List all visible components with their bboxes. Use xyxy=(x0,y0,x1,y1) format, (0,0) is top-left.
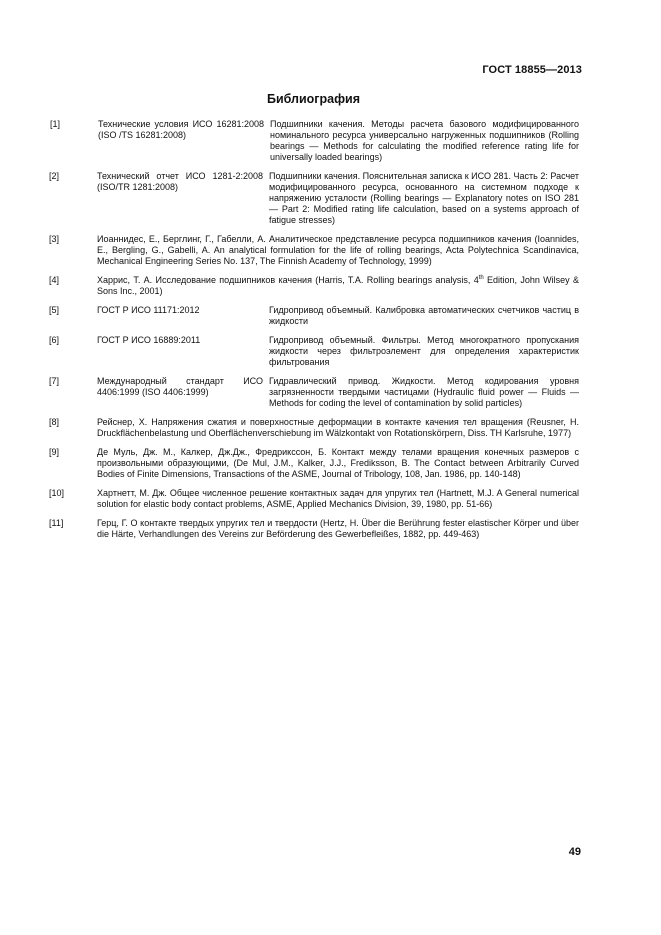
entry-description: Гидропривод объемный. Фильтры. Метод многократного пропускания жидкости через фильтроэлемент для определения характеристик фильтрования xyxy=(269,335,579,367)
bibliography-entry xyxy=(49,305,579,327)
entry-text: Герц, Г. О контакте твердых упругих тел и твердости (Hertz, H. Über die Berührung fester elastischer Körper und über die Härte, Verhandlungen des Vereins zur Beförderung des Gewerbefleißes, 1882, pp. 449-463) xyxy=(97,518,579,539)
bibliography-entry xyxy=(49,447,579,480)
bibliography-entry xyxy=(49,518,579,540)
entry-description: Подшипники качения. Пояснительная записка к ИСО 281. Часть 2: Расчет модифицированного ресурса, основанного на системном подходе к напряжению усталости (Rolling bearings — Explanatory notes on ISO 281 — Part 2: Modified rating life calculation, based on a systems approach of fatigue stresses) xyxy=(269,171,579,225)
entry-number: [7] xyxy=(49,376,60,386)
entry-number: [11] xyxy=(49,518,64,528)
entry-source: ГОСТ Р ИСО 16889:2011 xyxy=(97,335,201,345)
entry-source: Технический отчет ИСО 1281-2:2008 (ISO/TR 1281:2008) xyxy=(97,171,263,192)
entry-number: [1] xyxy=(50,119,61,129)
entry-source: ГОСТ Р ИСО 11171:2012 xyxy=(97,305,200,315)
edition-superscript: th xyxy=(478,275,484,281)
bibliography-title xyxy=(0,92,661,106)
entry-description: Подшипники качения. Методы расчета базового модифицированного номинального ресурса универсально нагруженных подшипников (Rolling bearings — Methods for calculating the modified reference rating life for universally loaded bearings) xyxy=(270,119,579,162)
entry-number: [6] xyxy=(49,335,60,345)
bibliography-entry xyxy=(49,417,579,439)
entry-number: [3] xyxy=(49,234,60,244)
entry-text xyxy=(97,275,579,297)
entry-source: Международный стандарт ИСО 4406:1999 (ISO 4406:1999) xyxy=(97,376,263,397)
entry-number: [9] xyxy=(49,447,60,457)
entry-description: Гидропривод объемный. Калибровка автоматических счетчиков частиц в жидкости xyxy=(269,305,579,326)
bibliography-entry xyxy=(49,234,579,267)
bibliography-entry xyxy=(49,376,579,409)
entry-text-start: Харрис, Т. А. Исследование подшипников качения (Harris, T.A. Rolling bearings analysis, 4 xyxy=(97,275,479,285)
entry-number: [2] xyxy=(49,171,60,181)
bibliography-entry xyxy=(49,171,579,226)
standard-header: ГОСТ 18855—2013 xyxy=(482,64,582,76)
page-number: 49 xyxy=(568,846,581,858)
entry-number: [5] xyxy=(49,305,60,315)
entry-number: [8] xyxy=(49,417,60,427)
entry-text: Де Муль, Дж. М., Калкер, Дж.Дж., Фредрикссон, Б. Контакт между телами вращения конечных размеров с произвольными образующими, (De Mul, J.M., Kalker, J.J., Frediksson, B. The Contact between Arbitrarily Curved Bodies of Finite Dimensions, Transactions of the ASME, Journal of Tribology, 108, Jan. 1986, pp. 140-148) xyxy=(97,447,579,479)
bibliography-entry xyxy=(49,119,579,163)
bibliography-entry xyxy=(49,335,579,368)
entry-text: Иоаннидес, Е., Берглинг, Г., Габелли, А. Аналитическое представление ресурса подшипников качения (Ioannides, E., Bergling, G., Gabelli, A. An analytical formulation for the life of rolling bearings, Acta Polytechnica Scandinavica, Mechanical Engineering Series No. 137, The Finnish Academy of Technology, 1999) xyxy=(97,234,579,266)
bibliography-entry xyxy=(49,488,579,510)
bibliography-list xyxy=(49,119,579,548)
entry-number: [4] xyxy=(49,275,60,285)
bibliography-title-text: Библиография xyxy=(266,92,361,106)
entry-text-end: Edition, John Wilsey & Sons Inc., 2001) xyxy=(97,275,579,296)
entry-source: Технические условия ИСО 16281:2008 (ISO /TS 16281:2008) xyxy=(98,119,264,140)
entry-text: Рейснер, Х. Напряжения сжатия и поверхностные деформации в контакте качения тел вращения (Reusner, H. Druckflächenbelastung und Oberflächenverschiebung im Wälzkontakt von Rotationskörpern, Diss. TH Karlsruhe, 1977) xyxy=(97,417,579,438)
entry-text: Хартнетт, М. Дж. Общее численное решение контактных задач для упругих тел (Hartnett, M.J. A General numerical solution for elastic body contact problems, ASME, Applied Mechanics Division, 39, 1980, pp. 51-66) xyxy=(97,488,579,509)
bibliography-entry xyxy=(49,275,579,297)
entry-number: [10] xyxy=(49,488,65,498)
entry-description: Гидравлический привод. Жидкости. Метод кодирования уровня загрязненности твердыми частицами (Hydraulic fluid power — Fluids — Methods for coding the level of contamination by solid particles) xyxy=(269,376,579,408)
